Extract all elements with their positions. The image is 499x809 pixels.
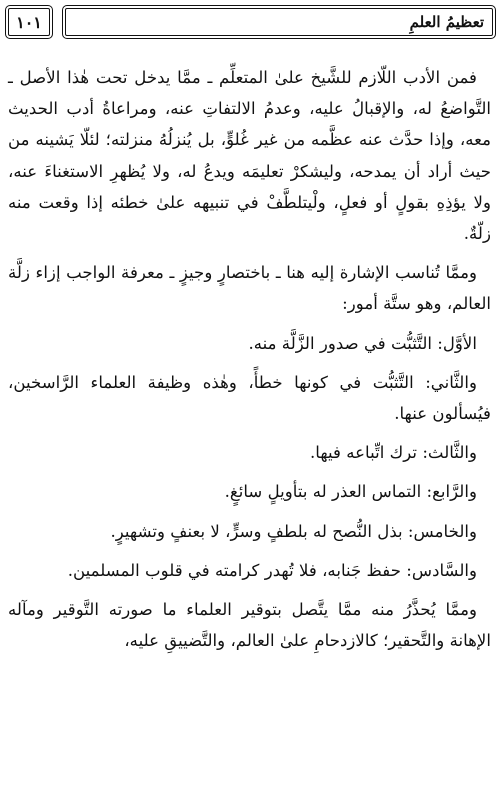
body-text (8, 62, 491, 664)
running-title-box (65, 8, 493, 36)
page-header (8, 8, 493, 36)
list-item: والرَّابع: التماس العذر له بتأويلٍ سائغٍ. (224, 482, 477, 502)
list-item: والثَّاني: التَّثبُّت في كونها خطأً، وهٰذه وظيفة العلماء الرَّاسخين، فيُسألون عنها. (8, 372, 491, 424)
paragraph: وممَّا تُناسب الإشارة إليه هنا ـ باختصارٍ وجيزٍ ـ معرفة الواجب إزاء زلَّة العالم، وهو ستَّة أمور: (8, 263, 491, 314)
paragraph: وممَّا يُحذَّرُ منه ممَّا يتَّصل بتوقير العلماء ما صورته التَّوقير ومآله الإهانة والتَّحقير؛ كالازدحامِ علىٰ العالم، والتَّضييقِ عليه، (8, 600, 491, 651)
list-item: الأوَّل: التَّثبُّت في صدور الزَّلَّة منه. (248, 333, 477, 353)
list-item: والثَّالث: ترك اتِّباعه فيها. (310, 443, 477, 463)
page-number-box (8, 8, 50, 36)
paragraph: فمن الأدب اللّازم للشَّيخ علىٰ المتعلِّم ـ ممَّا يدخل تحت هٰذا الأصل ـ التَّواضعُ له، والإقبالُ عليه، وعدمُ الالتفاتِ عنه، ومراعاةُ أدب الحديث معه، وإذا حدَّث عنه عظَّمه من غير غُلوٍّ، بل يُنزلُهُ منزلته؛ لئلّا يَشينه من حيث أراد أن يمدحه، وليشكرْ تعليمَه ويدعُ له، ولا يُظهرِ الاستغناءَ عنه، ولا يؤذِهِ بقولٍ أو فعلٍ، ولْيتلطَّفْ في تنبيهه علىٰ خطئه إذا وقعت منه زلّةٌ. (8, 68, 491, 244)
page-number: ١٠١ (16, 12, 42, 32)
list-item: والخامس: بذل النُّصح له بلطفٍ وسرٍّ، لا بعنفٍ وتشهيرٍ. (110, 521, 477, 541)
list-item: والسَّادس: حفظ جَنابه، فلا تُهدر كرامته في قلوب المسلمين. (67, 560, 477, 580)
running-title: تعظيمُ العلمِ (409, 13, 484, 31)
